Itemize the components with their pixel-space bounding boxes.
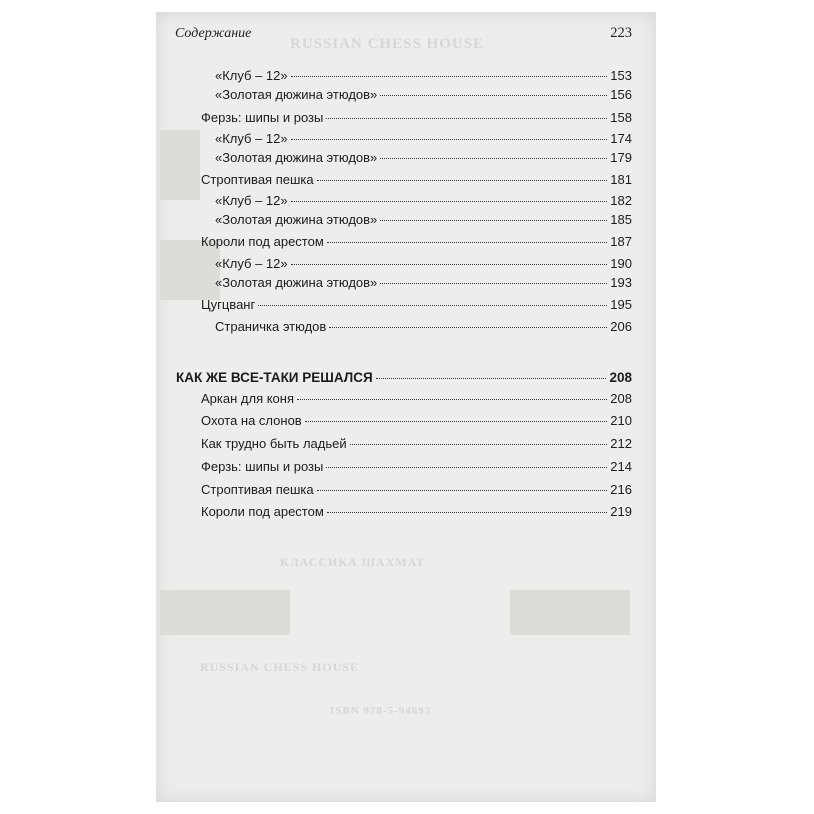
toc-entry-page: 216 <box>610 482 632 497</box>
toc-entry-title: Ферзь: шипы и розы <box>201 110 324 125</box>
toc-entry-page: 179 <box>610 150 632 165</box>
toc-entry-title: Аркан для коня <box>201 391 294 406</box>
dot-leader <box>326 118 607 119</box>
toc-entry-page: 210 <box>610 413 632 428</box>
toc-entry-title: «Клуб – 12» <box>215 193 288 208</box>
toc-entry-title: Строптивая пешка <box>201 482 314 497</box>
dot-leader <box>297 399 607 400</box>
page-number: 223 <box>610 25 632 41</box>
dot-leader <box>317 490 608 491</box>
toc-entry <box>201 413 632 433</box>
toc-entry <box>201 482 632 502</box>
toc-entry-title: «Клуб – 12» <box>215 68 288 83</box>
dot-leader <box>291 139 608 140</box>
toc-entry <box>215 131 632 151</box>
toc-entry <box>215 319 632 339</box>
toc-entry-page: 158 <box>610 110 632 125</box>
dot-leader <box>291 201 608 202</box>
toc-entry-title: «Золотая дюжина этюдов» <box>215 275 378 290</box>
toc-section-heading <box>176 370 632 390</box>
dot-leader <box>258 305 607 306</box>
toc-entry-page: 187 <box>610 234 632 249</box>
toc-entry-page: 185 <box>610 212 632 227</box>
toc-entry <box>201 172 632 192</box>
toc-entry-title: Строптивая пешка <box>201 172 314 187</box>
dot-leader <box>329 327 607 328</box>
toc-entry-page: 181 <box>610 172 632 187</box>
toc-entry <box>201 459 632 479</box>
toc-entry-title: Цугцванг <box>201 297 256 312</box>
toc-entry-page: 214 <box>610 459 632 474</box>
dot-leader <box>317 180 608 181</box>
toc-entry-page: 195 <box>610 297 632 312</box>
toc-entry-page: 174 <box>610 131 632 146</box>
bleed-through-block <box>510 590 630 635</box>
dot-leader <box>350 444 608 445</box>
toc-entry <box>215 275 632 295</box>
toc-entry-title: Охота на слонов <box>201 413 302 428</box>
dot-leader <box>305 421 608 422</box>
dot-leader <box>327 242 608 243</box>
toc-entry <box>201 234 632 254</box>
toc-entry-page: 190 <box>610 256 632 271</box>
toc-entry <box>215 256 632 276</box>
toc-entry <box>201 436 632 456</box>
dot-leader <box>327 512 608 513</box>
toc-entry-page: 153 <box>610 68 632 83</box>
bleed-through-block <box>160 130 200 200</box>
bleed-through-text: ISBN 978-5-94693 <box>330 705 432 717</box>
toc-entry <box>215 68 632 88</box>
toc-entry-title: Короли под арестом <box>201 504 324 519</box>
dot-leader <box>291 264 608 265</box>
toc-entry-title: Короли под арестом <box>201 234 324 249</box>
dot-leader <box>380 95 607 96</box>
toc-entry-title: Страничка этюдов <box>215 319 327 334</box>
toc-entry-title: «Золотая дюжина этюдов» <box>215 212 378 227</box>
toc-entry-page: 212 <box>610 436 632 451</box>
dot-leader <box>291 76 608 77</box>
toc-entry <box>215 193 632 213</box>
bleed-through-block <box>160 590 290 635</box>
dot-leader <box>326 467 607 468</box>
dot-leader <box>380 158 607 159</box>
toc-entry <box>215 150 632 170</box>
running-header-title: Содержание <box>175 26 252 41</box>
toc-entry-page: 182 <box>610 193 632 208</box>
toc-entry-title: «Клуб – 12» <box>215 256 288 271</box>
toc-entry <box>201 504 632 524</box>
toc-entry-title: Ферзь: шипы и розы <box>201 459 324 474</box>
toc-entry <box>201 297 632 317</box>
toc-entry <box>201 391 632 411</box>
toc-entry <box>201 110 632 130</box>
bleed-through-text: RUSSIAN CHESS HOUSE <box>200 660 360 674</box>
bleed-through-text: RUSSIAN CHESS HOUSE <box>290 36 485 52</box>
dot-leader <box>380 283 607 284</box>
toc-entry-page: 208 <box>610 391 632 406</box>
toc-entry-page: 206 <box>610 319 632 334</box>
toc-entry-title: «Клуб – 12» <box>215 131 288 146</box>
toc-section-title: КАК ЖЕ ВСЕ-ТАКИ РЕШАЛСЯ <box>176 370 373 385</box>
toc-entry <box>215 87 632 107</box>
dot-leader <box>380 220 607 221</box>
dot-leader <box>376 378 607 379</box>
toc-section-page: 208 <box>609 370 632 385</box>
toc-entry-title: «Золотая дюжина этюдов» <box>215 87 378 102</box>
toc-entry <box>215 212 632 232</box>
toc-entry-page: 156 <box>610 87 632 102</box>
toc-entry-page: 219 <box>610 504 632 519</box>
bleed-through-text: КЛАССИКА ШАХМАТ <box>280 555 426 569</box>
toc-entry-title: Как трудно быть ладьей <box>201 436 347 451</box>
toc-entry-page: 193 <box>610 275 632 290</box>
toc-entry-title: «Золотая дюжина этюдов» <box>215 150 378 165</box>
